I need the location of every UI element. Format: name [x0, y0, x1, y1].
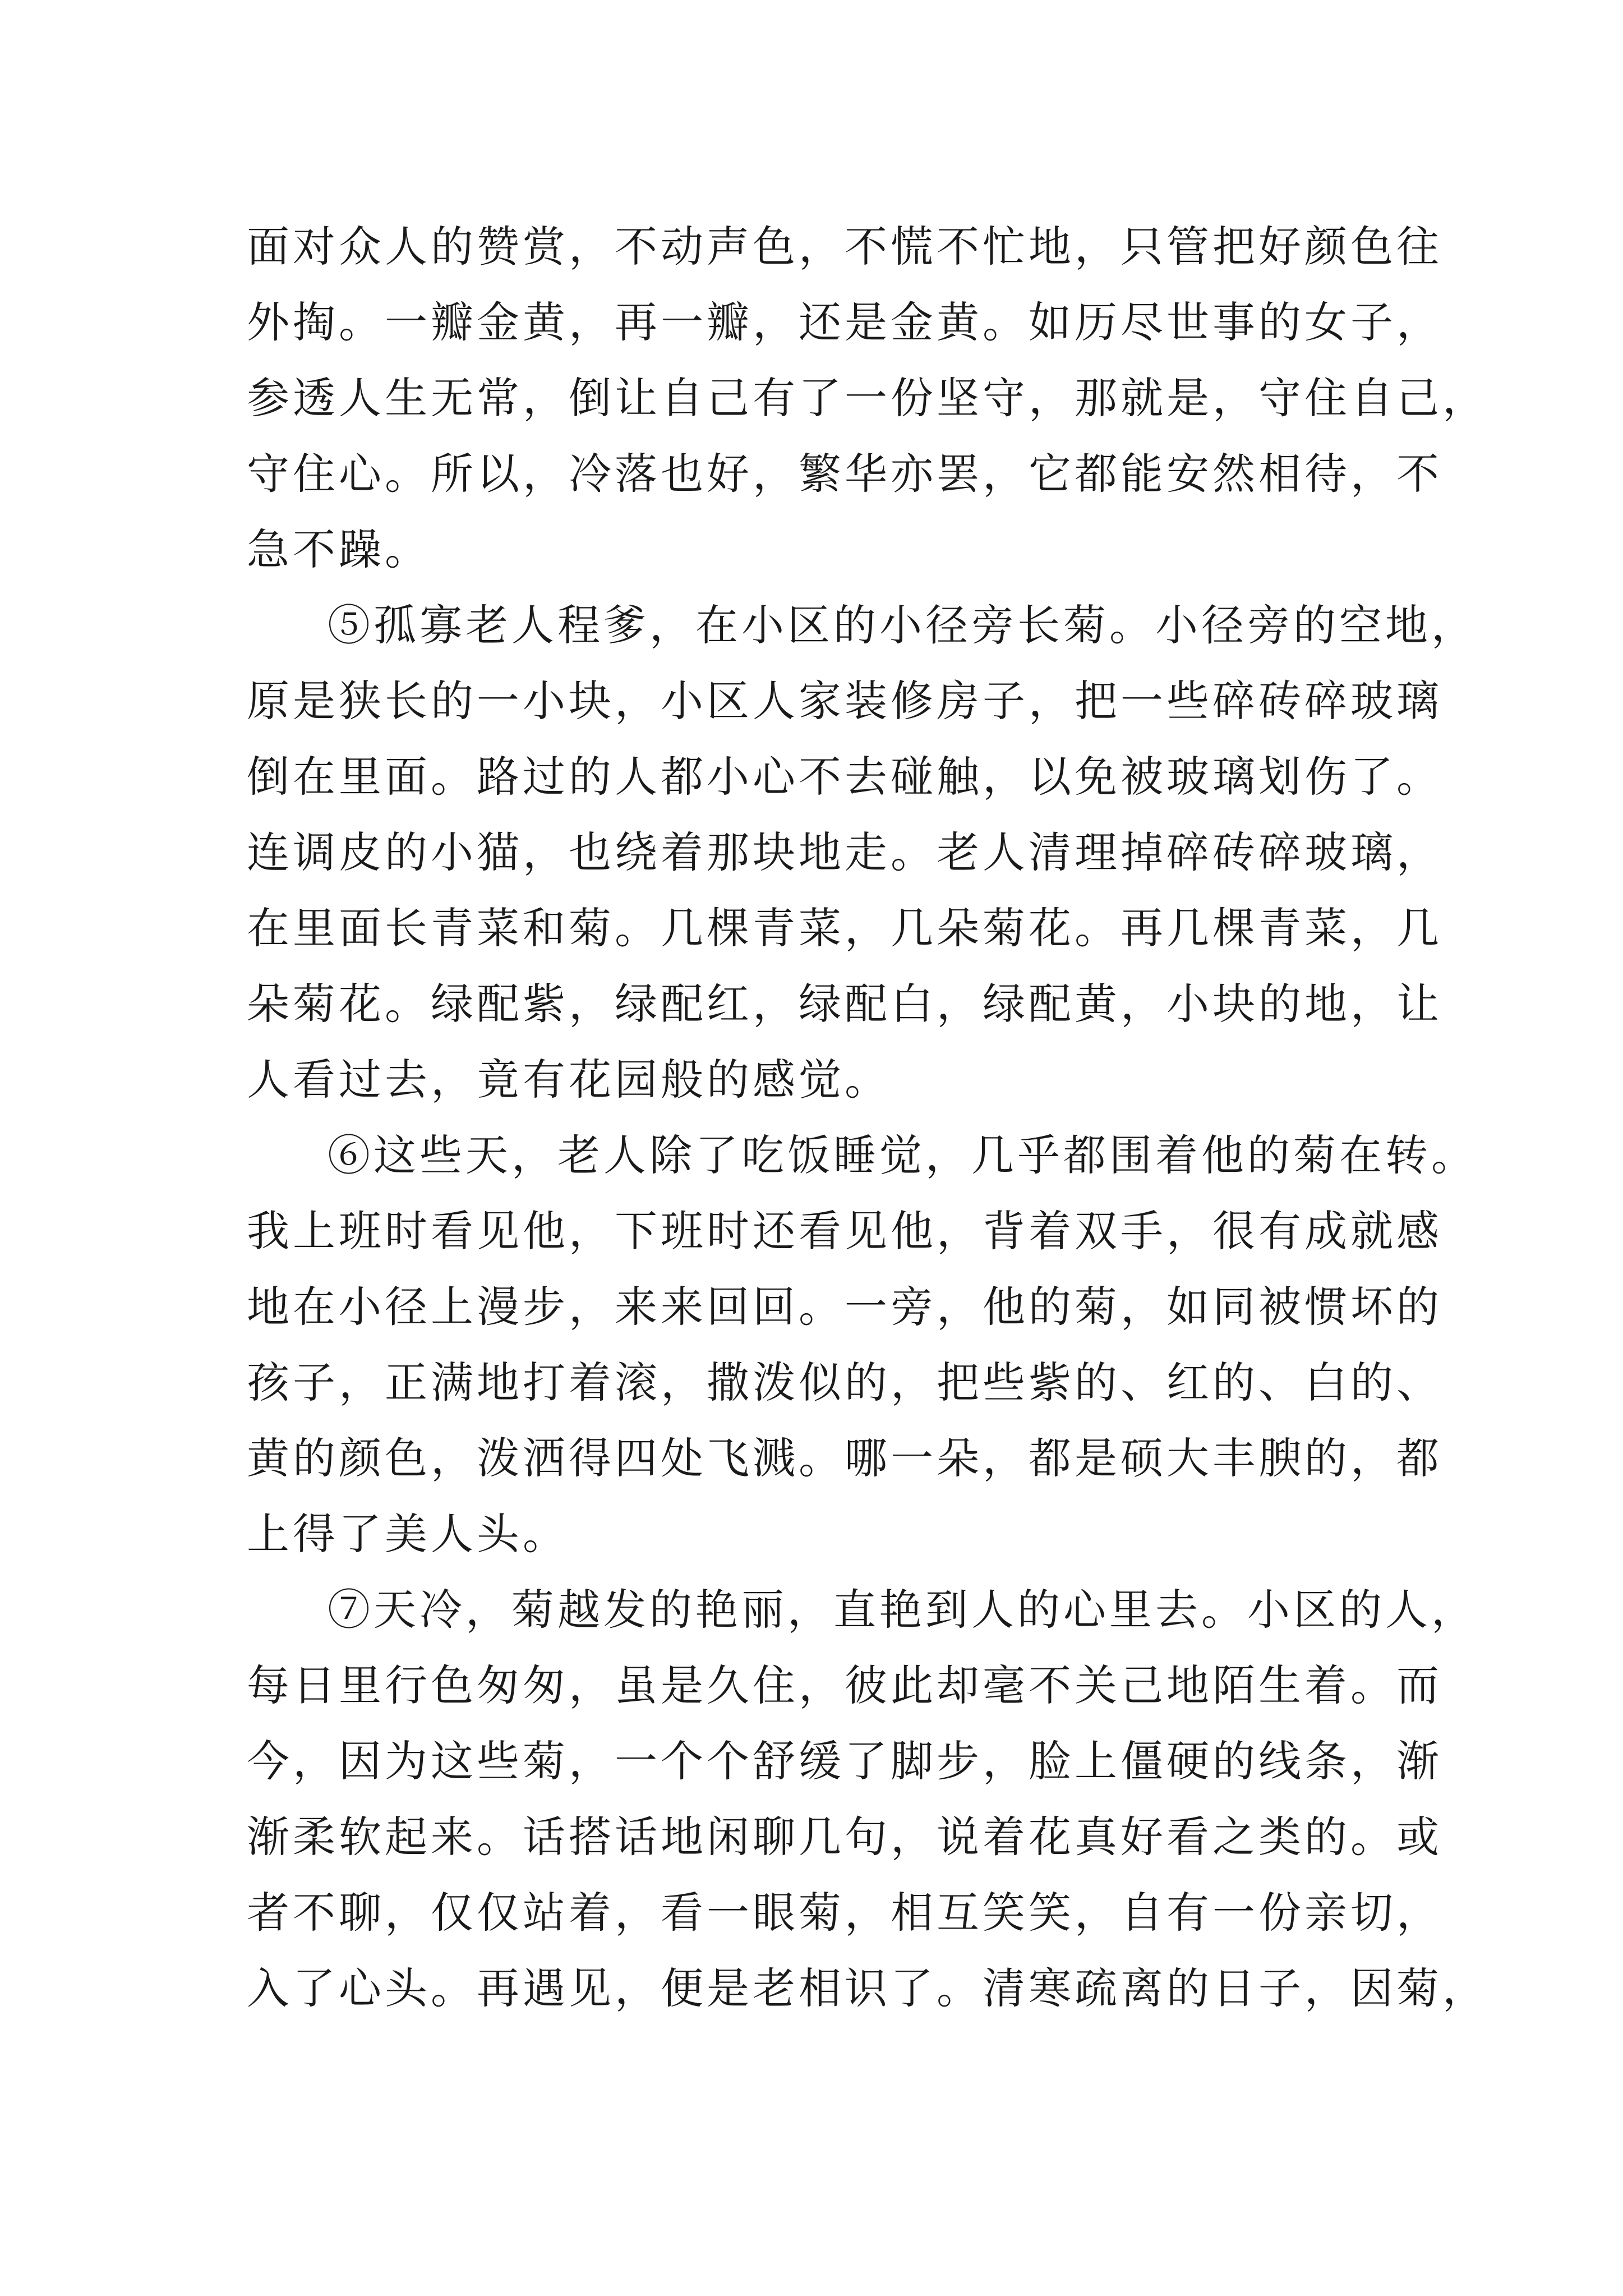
text-line: 在里面长青菜和菊。几棵青菜，几朵菊花。再几棵青菜，几 — [247, 903, 1442, 953]
text-line: 参透人生无常，倒让自己有了一份坚守，那就是，守住自己， — [247, 373, 1488, 423]
paragraph-start-5: ⑤孤寡老人程爹，在小区的小径旁长菊。小径旁的空地， — [328, 600, 1477, 650]
text-line: 今，因为这些菊，一个个舒缓了脚步，脸上僵硬的线条，渐 — [247, 1736, 1442, 1786]
text-line: 急不躁。 — [247, 524, 431, 574]
text-line: 每日里行色匆匆，虽是久住，彼此却毫不关己地陌生着。而 — [247, 1660, 1442, 1710]
text-line: 外掏。一瓣金黄，再一瓣，还是金黄。如历尽世事的女子， — [247, 297, 1442, 347]
text-line: 守住心。所以，冷落也好，繁华亦罢，它都能安然相待，不 — [247, 449, 1442, 499]
text-line: 黄的颜色，泼洒得四处飞溅。哪一朵，都是硕大丰腴的，都 — [247, 1433, 1442, 1483]
text-line: 上得了美人头。 — [247, 1509, 569, 1559]
text-line: 者不聊，仅仅站着，看一眼菊，相互笑笑，自有一份亲切， — [247, 1888, 1442, 1938]
text-line: 地在小径上漫步，来来回回。一旁，他的菊，如同被惯坏的 — [247, 1282, 1442, 1332]
text-line: 原是狭长的一小块，小区人家装修房子，把一些碎砖碎玻璃 — [247, 676, 1442, 726]
text-line: 孩子，正满地打着滚，撒泼似的，把些紫的、红的、白的、 — [247, 1358, 1442, 1407]
text-line: 入了心头。再遇见，便是老相识了。清寒疏离的日子，因菊， — [247, 1963, 1488, 2013]
paragraph-start-6: ⑥这些天，老人除了吃饭睡觉，几乎都围着他的菊在转。 — [328, 1130, 1477, 1180]
text-line: 人看过去，竟有花园般的感觉。 — [247, 1055, 891, 1105]
text-line: 连调皮的小猫，也绕着那块地走。老人清理掉碎砖碎玻璃， — [247, 827, 1442, 877]
text-line: 我上班时看见他，下班时还看见他，背着双手，很有成就感 — [247, 1206, 1442, 1256]
text-line: 渐柔软起来。话搭话地闲聊几句，说着花真好看之类的。或 — [247, 1812, 1442, 1862]
text-line: 朵菊花。绿配紫，绿配红，绿配白，绿配黄，小块的地，让 — [247, 979, 1442, 1029]
paragraph-start-7: ⑦天冷，菊越发的艳丽，直艳到人的心里去。小区的人， — [328, 1585, 1477, 1635]
text-line: 倒在里面。路过的人都小心不去碰触，以免被玻璃划伤了。 — [247, 752, 1442, 802]
text-line: 面对众人的赞赏，不动声色，不慌不忙地，只管把好颜色往 — [247, 222, 1442, 272]
